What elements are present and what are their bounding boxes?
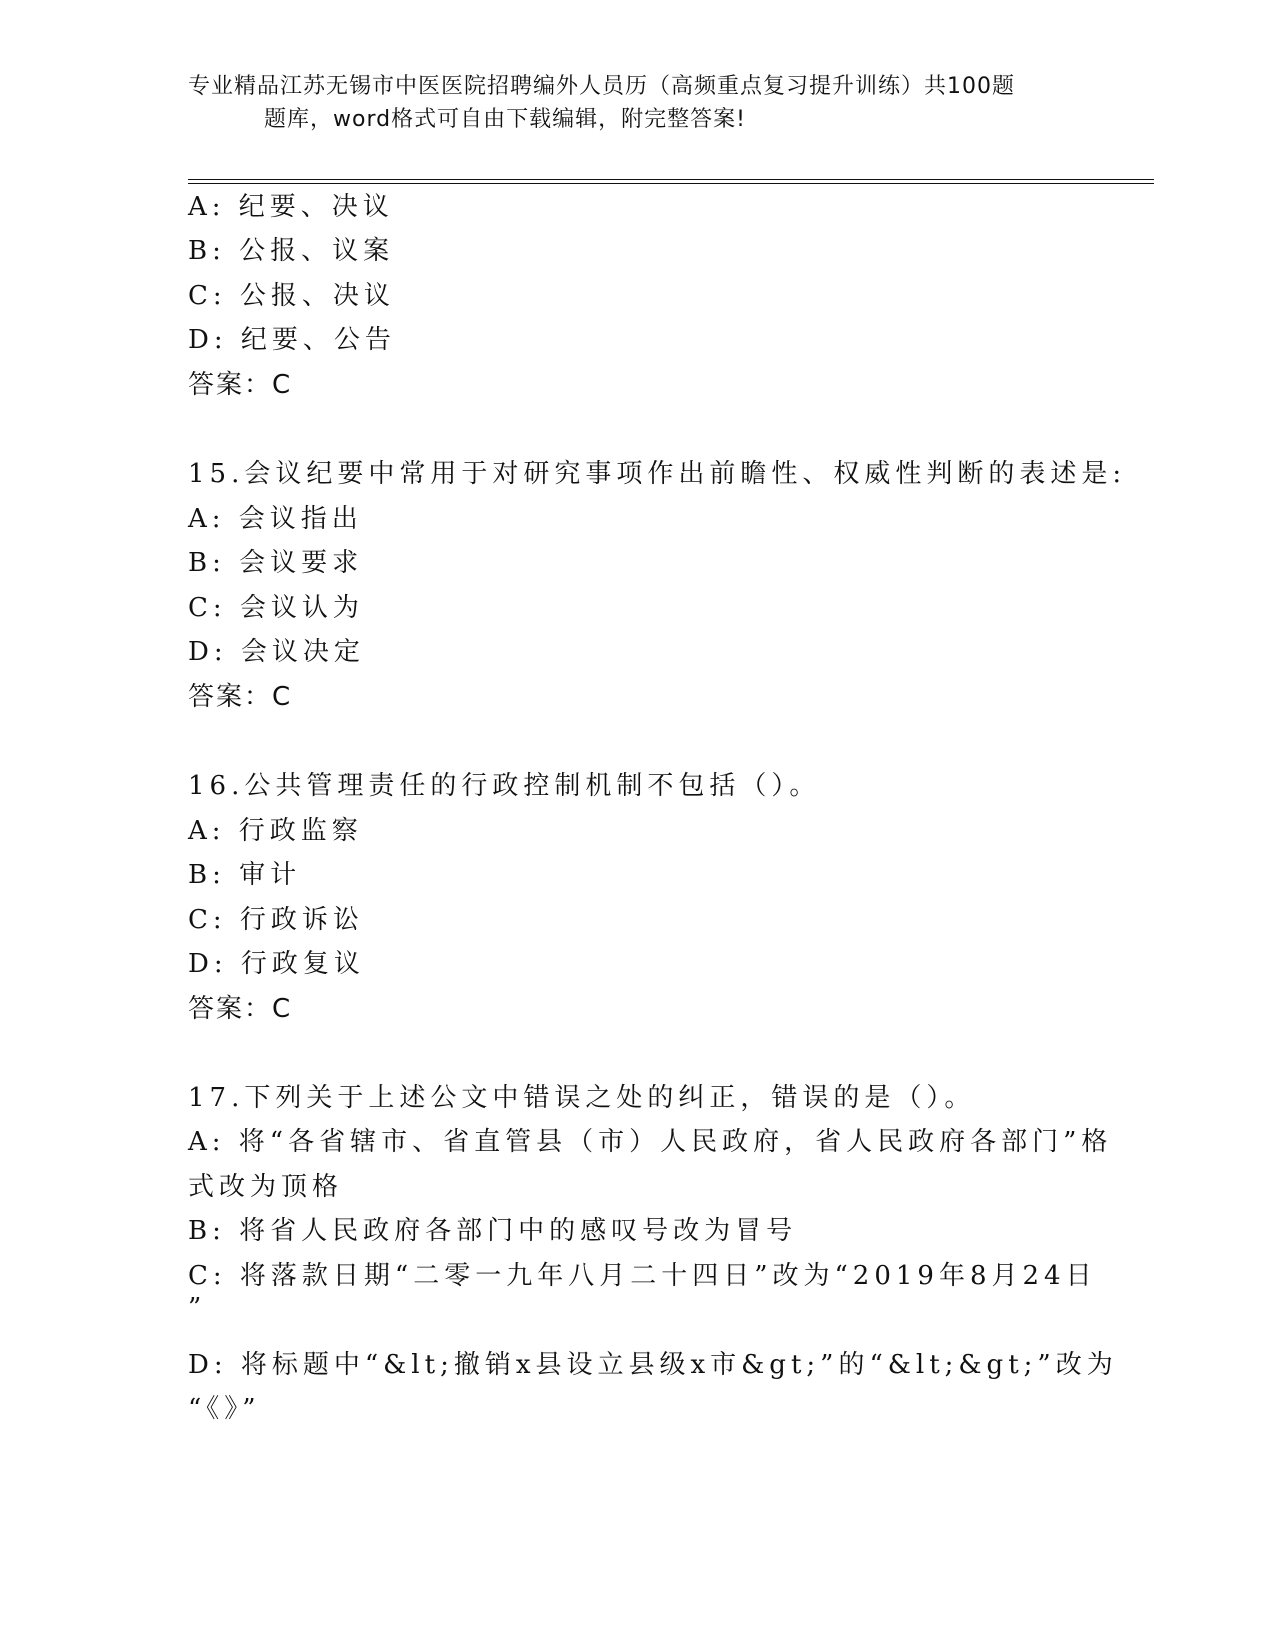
header-title-line2: 题库，word格式可自由下载编辑，附完整答案!: [264, 107, 746, 132]
q17-option-a-line1: A: 将“各省辖市、省直管县（市）人民政府，省人民政府各部门”格: [188, 1127, 1113, 1157]
q15-option-b: B: 会议要求: [188, 548, 364, 578]
q16-option-a: A: 行政监察: [188, 816, 363, 846]
document-header: [188, 70, 1088, 136]
q15-answer: 答案：C: [188, 682, 293, 712]
q17-question: 17.下列关于上述公文中错误之处的纠正，错误的是（）。: [188, 1083, 976, 1113]
q16-option-b: B: 审计: [188, 860, 302, 890]
q17-option-c-line1: C: 将落款日期“二零一九年八月二十四日”改为“2019年8月24日: [188, 1261, 1097, 1291]
q16-answer: 答案：C: [188, 994, 293, 1024]
q15-option-c: C: 会议认为: [188, 593, 364, 623]
q14-option-b: B: 公报、议案: [188, 236, 395, 266]
q17-option-a-line2: 式改为顶格: [188, 1172, 344, 1202]
header-rule-bottom: [188, 183, 1154, 184]
q16-option-d: D: 行政复议: [188, 949, 365, 979]
q17-option-d-line1: D: 将标题中“&lt;撤销x县设立县级x市&gt;”的“&lt;&gt;”改为: [188, 1350, 1118, 1380]
q14-option-c: C: 公报、决议: [188, 281, 395, 311]
q14-option-a: A: 纪要、决议: [188, 192, 394, 222]
header-title-line1: 专业精品江苏无锡市中医医院招聘编外人员历（高频重点复习提升训练）共100题: [188, 74, 1015, 99]
q16-question: 16.公共管理责任的行政控制机制不包括（）。: [188, 771, 821, 801]
q15-question: 15.会议纪要中常用于对研究事项作出前瞻性、权威性判断的表述是:: [188, 459, 1127, 489]
q15-option-a: A: 会议指出: [188, 504, 363, 534]
q17-option-d-line2: “《》”: [188, 1394, 261, 1424]
header-rule-top: [188, 179, 1154, 180]
q16-option-c: C: 行政诉讼: [188, 905, 364, 935]
q17-option-c-line2: ”: [188, 1293, 207, 1323]
q17-option-b: B: 将省人民政府各部门中的感叹号改为冒号: [188, 1216, 798, 1246]
q14-answer: 答案：C: [188, 370, 293, 400]
q14-option-d: D: 纪要、公告: [188, 325, 396, 355]
q15-option-d: D: 会议决定: [188, 637, 365, 667]
